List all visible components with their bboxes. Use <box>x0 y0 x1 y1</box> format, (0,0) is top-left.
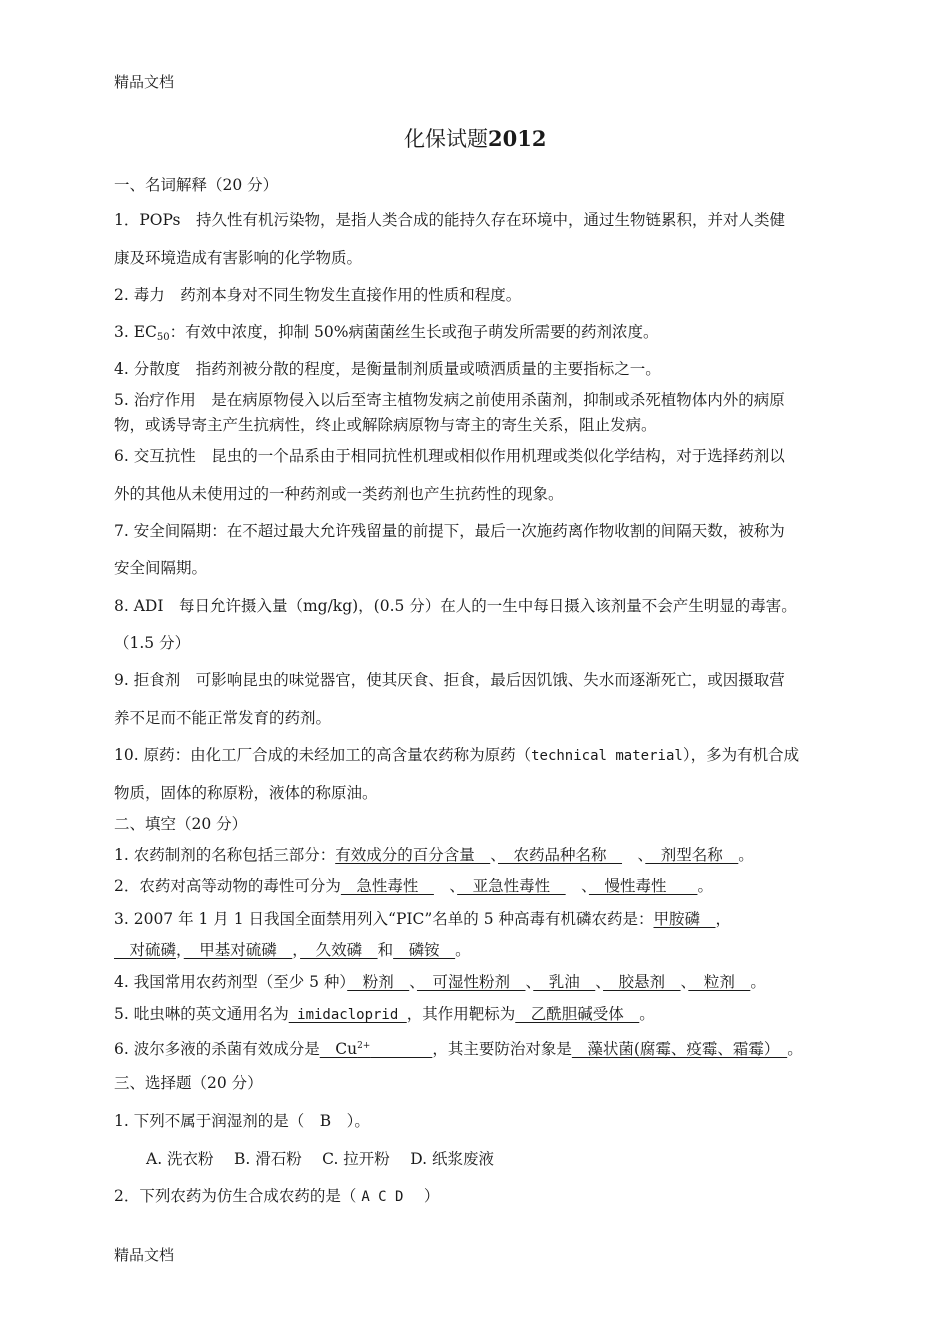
term-2: 2. 毒力 药剂本身对不同生物发生直接作用的性质和程度。 <box>114 286 522 304</box>
fill-answer: 可湿性粉剂 <box>416 973 526 991</box>
term-9-line1: 9. 拒食剂 可影响昆虫的味觉器官，使其厌食、拒食，最后因饥饿、失水而逐渐死亡，或因摄取营 <box>114 671 785 689</box>
fill-answer: 磷铵 <box>393 941 456 959</box>
term-5-line2: 物，或诱导寄主产生抗病性，终止或解除病原物与寄主的寄生关系，阻止发病。 <box>114 416 657 434</box>
fill-answer: 急性毒性 <box>340 877 434 895</box>
fill-answer: 甲基对硫磷 <box>183 941 293 959</box>
section3-heading: 三、选择题（20 分） <box>114 1074 263 1092</box>
fill-answer: 久效磷 <box>300 941 378 959</box>
fill-answer: 甲胺磷 <box>653 910 716 928</box>
term-7-line1: 7. 安全间隔期：在不超过最大允许残留量的前提下，最后一次施药离作物收割的间隔天数，被称为 <box>114 522 785 540</box>
fill-answer: 胶悬剂 <box>603 973 681 991</box>
fill-answer: 亚急性毒性 <box>457 877 566 895</box>
fill-answer: 藻状菌(腐霉、疫霉、霜霉） <box>571 1040 788 1058</box>
term-4: 4. 分散度 指药剂被分散的程度，是衡量制剂质量或喷洒质量的主要指标之一。 <box>114 360 661 378</box>
fill-answer: $Cu^{2+}$ <box>319 1040 371 1058</box>
fill-answer: 剂型名称 <box>645 846 739 864</box>
fill-answer: 对硫磷 <box>114 941 177 959</box>
fill-3-line1: 3. 2007 年 1 月 1 日我国全面禁用列入“PIC”名单的 5 种高毒有机磷农药是：甲胺磷 ， <box>114 910 732 928</box>
title-year: 2012 <box>488 126 547 151</box>
fill-answer: 慢性毒性 <box>588 877 698 895</box>
choice-1-options: A. 洗衣粉 B. 滑石粉 C. 拉开粉 D. 纸浆废液 <box>146 1150 494 1168</box>
page-header: 精品文档 <box>114 73 175 91</box>
term-6-line1: 6. 交互抗性 昆虫的一个品系由于相同抗性机理或相似作用机理或类似化学结构，对于选择药剂以 <box>114 447 785 465</box>
term-5-line1: 5. 治疗作用 是在病原物侵入以后至寄主植物发病之前使用杀菌剂，抑制或杀死植物体内外的病原 <box>114 391 785 409</box>
term-8-line1: 8. ADI 每日允许摄入量（mg/kg)，(0.5 分）在人的一生中每日摄入该剂量不会产生明显的毒害。 <box>114 597 797 615</box>
fill-answer: 乙酰胆碱受体 <box>515 1005 640 1023</box>
choice-answer: A C D <box>361 1189 404 1205</box>
fill-1: 1. 农药制剂的名称包括三部分：有效成分的百分含量 、 农药品种名称 、 剂型名称 。 <box>114 846 754 864</box>
term-3: 3. $EC_{50}$：有效中浓度，抑制 50%病菌菌丝生长或孢子萌发所需要的药剂浓度。 <box>114 323 659 343</box>
fill-answer: 粉剂 <box>347 973 410 991</box>
term-8-line2: （1.5 分） <box>114 634 191 652</box>
term-10-line1: 10. 原药：由化工厂合成的未经加工的高含量农药称为原药（technical material），多为有机合成 <box>114 746 800 764</box>
term-7-line2: 安全间隔期。 <box>114 559 208 577</box>
fill-answer: 农药品种名称 <box>498 846 623 864</box>
section2-heading: 二、填空（20 分） <box>114 815 248 833</box>
page-title: 化保试题2012 <box>404 126 547 151</box>
fill-answer: 粒剂 <box>688 973 751 991</box>
fill-6: 6. 波尔多液的杀菌有效成分是 $Cu^{2+}$ ，其主要防治对象是 藻状菌(腐霉、疫霉、霜霉） 。 <box>114 1040 803 1058</box>
fill-3-line2: 对硫磷， 甲基对硫磷 ， 久效磷 和 磷铵 。 <box>114 941 471 959</box>
term-10-line2: 物质，固体的称原粉，液体的称原油。 <box>114 784 378 802</box>
term-9-line2: 养不足而不能正常发育的药剂。 <box>114 709 332 727</box>
fill-2: 2．农药对高等动物的毒性可分为 急性毒性 、 亚急性毒性 、 慢性毒性 。 <box>114 877 713 895</box>
section1-heading: 一、名词解释（20 分） <box>114 176 279 194</box>
fill-answer: 乳油 <box>533 973 596 991</box>
fill-answer: 有效成分的百分含量 <box>335 846 491 864</box>
term-1-line1: 1．POPs 持久性有机污染物，是指人类合成的能持久存在环境中，通过生物链累积，并对人类健 <box>114 211 785 229</box>
fill-4: 4. 我国常用农药剂型（至少 5 种） 粉剂 、 可湿性粉剂 、 乳油 、 胶悬剂 、 粒剂 。 <box>114 973 766 991</box>
choice-1: 1. 下列不属于润湿剂的是（ B ）。 <box>114 1112 370 1130</box>
fill-5: 5. 吡虫啉的英文通用名为 imidacloprid ，其作用靶标为 乙酰胆碱受体 。 <box>114 1005 655 1023</box>
choice-2: 2．下列农药为仿生合成农药的是（ A C D ） <box>114 1187 440 1205</box>
term-6-line2: 外的其他从未使用过的一种药剂或一类药剂也产生抗药性的现象。 <box>114 485 564 503</box>
page-footer: 精品文档 <box>114 1246 175 1264</box>
choice-answer: B <box>319 1112 332 1130</box>
fill-answer: imidacloprid <box>288 1007 407 1023</box>
term-1-line2: 康及环境造成有害影响的化学物质。 <box>114 249 363 267</box>
